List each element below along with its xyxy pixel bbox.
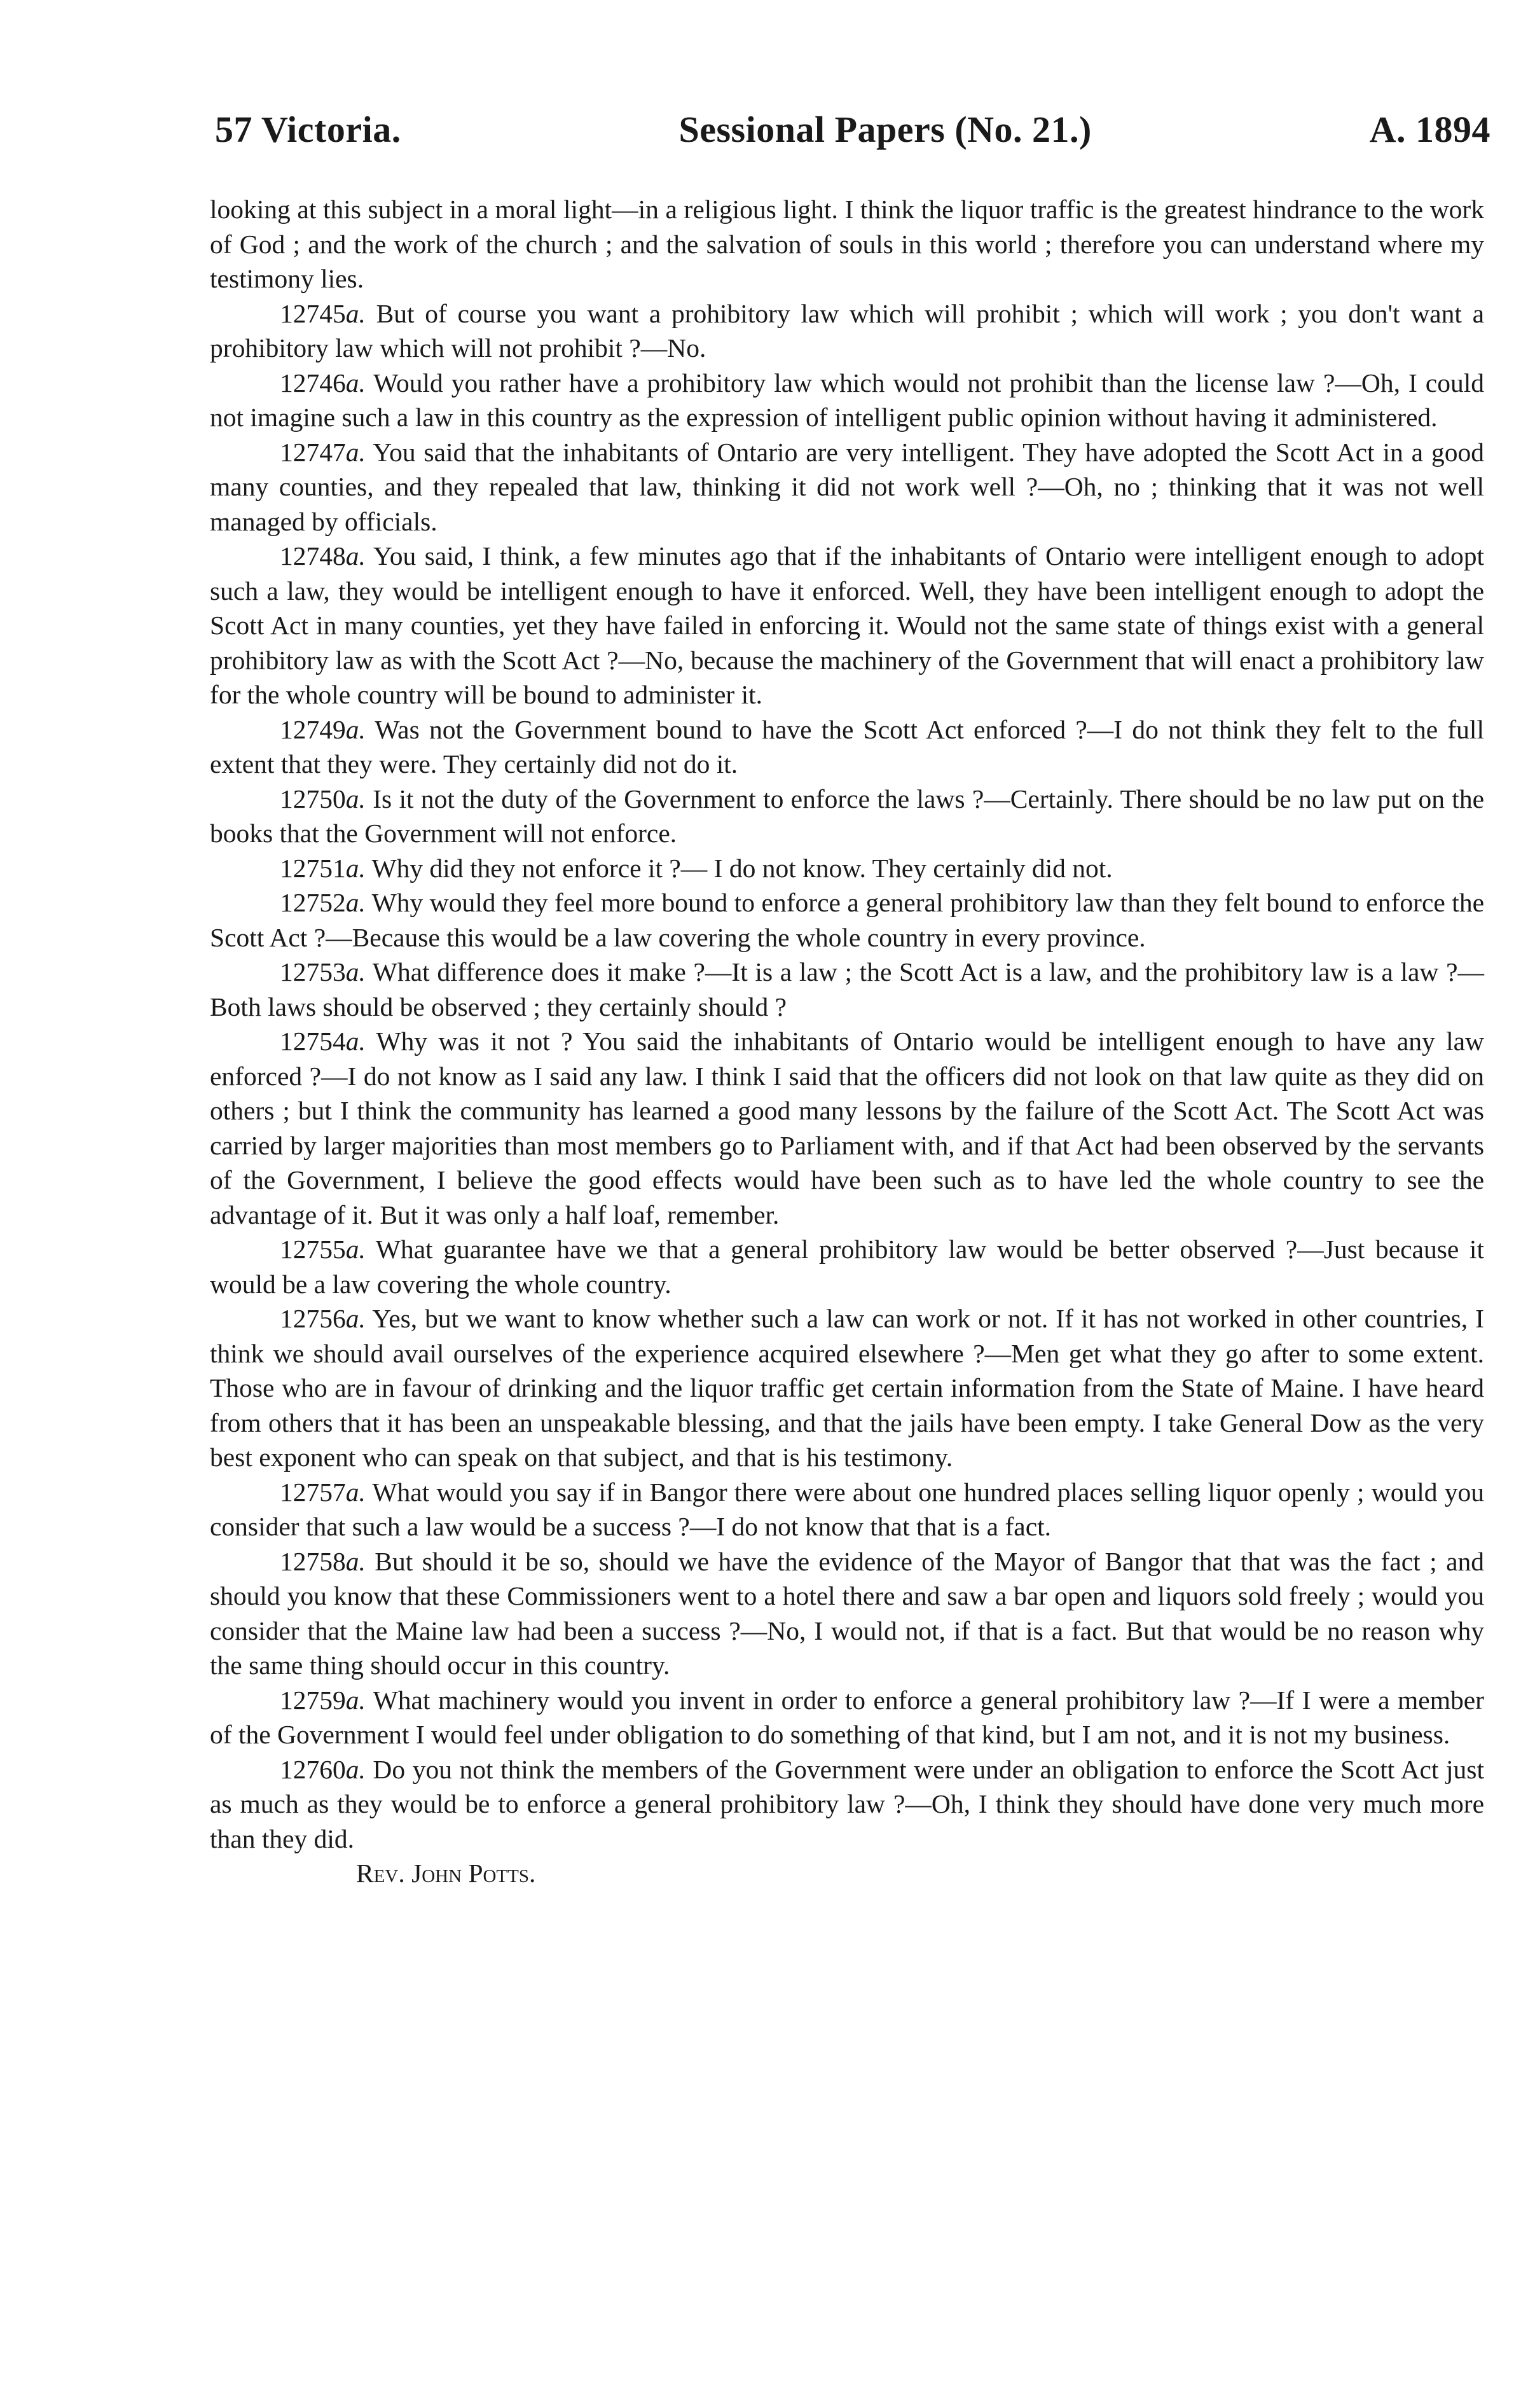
question-number-suffix: a. (345, 437, 366, 467)
question-number-digits: 12760 (280, 1754, 346, 1784)
question-number (280, 1547, 366, 1576)
header-title: Sessional Papers (No. 21.) (678, 109, 1092, 150)
question-paragraph (210, 296, 1484, 366)
witness-signature: Rev. John Potts. (356, 1858, 536, 1888)
question-paragraph (210, 712, 1484, 782)
question-paragraph (210, 435, 1484, 539)
question-text: Would you rather have a prohibitory law which would not prohibit than the license law ?—Oh, I could not imagine such a law in this country as the expression of intelligent public opinion without having it administered. (210, 368, 1484, 432)
question-text: Why did they not enforce it ?— I do not know. They certainly did not. (365, 853, 1113, 883)
question-text: Why was it not ? You said the inhabitants of Ontario would be intelligent enough to have any law enforced ?—I do not know as I said any law. I think I said that the officers did not look on that law quite as they did on others ; but I think the community has learned a good many lessons by the failure of the Scott Act. The Scott Act was carried by larger majorities than most members go to Parliament with, and if that Act had been observed by the servants of the Government, I believe the good effects would have been such as to have led the whole country to see the advantage of it. But it was only a half loaf, remember. (210, 1027, 1484, 1229)
question-number-suffix: a. (345, 853, 366, 883)
question-text: Do you not think the members of the Government were under an obligation to enforce the Scott Act just as much as they would be to enforce a general prohibitory law ?—Oh, I think they should have done very much more than they did. (210, 1754, 1484, 1853)
question-number-digits: 12759 (280, 1685, 346, 1715)
question-number (280, 1304, 366, 1333)
question-paragraph (210, 955, 1484, 1024)
question-paragraph (210, 851, 1484, 886)
header-volume: 57 Victoria. (215, 109, 401, 150)
question-text: But should it be so, should we have the evidence of the Mayor of Bangor that that was the fact ; and should you know that these Commissioners went to a hotel there and saw a bar open and liquors sold freely ; would you consider that the Maine law had been a success ?—No, I would not, if that is a fact. But that would be no reason why the same thing should occur in this country. (210, 1546, 1484, 1680)
question-number-suffix: a. (345, 298, 366, 328)
question-paragraph (210, 1301, 1484, 1475)
question-number-digits: 12757 (280, 1477, 346, 1507)
question-number (280, 1755, 366, 1784)
question-number-digits: 12745 (280, 298, 346, 328)
question-text: Is it not the duty of the Government to enforce the laws ?—Certainly. There should be no law put on the books that the Government will not enforce. (210, 784, 1484, 848)
question-number-digits: 12746 (280, 368, 346, 398)
question-number-digits: 12748 (280, 541, 346, 571)
question-paragraph (210, 1683, 1484, 1752)
question-number-digits: 12755 (280, 1235, 346, 1264)
question-number (280, 957, 366, 986)
question-number-digits: 12758 (280, 1546, 346, 1576)
question-paragraph (210, 782, 1484, 851)
question-number-digits: 12751 (280, 853, 346, 883)
question-number-suffix: a. (345, 1304, 366, 1333)
question-number-suffix: a. (345, 714, 366, 744)
question-text: Why would they feel more bound to enforce a general prohibitory law than they felt bound to enforce the Scott Act ?—Because this would be a law covering the whole country in every province. (210, 888, 1484, 952)
question-number (280, 1027, 366, 1056)
question-number-digits: 12754 (280, 1027, 346, 1056)
question-paragraph (210, 885, 1484, 955)
question-paragraph (210, 366, 1484, 435)
question-number-suffix: a. (345, 1754, 366, 1784)
question-number-digits: 12747 (280, 437, 346, 467)
question-number-digits: 12749 (280, 714, 346, 744)
question-number (280, 299, 366, 328)
question-number-suffix: a. (345, 1235, 366, 1264)
question-paragraph (210, 1024, 1484, 1232)
header-year: A. 1894 (1369, 109, 1490, 150)
question-list (210, 296, 1484, 1857)
question-text: But of course you want a prohibitory law which will prohibit ; which will work ; you don't want a prohibitory law which will not prohibit ?—No. (210, 298, 1484, 363)
question-number-suffix: a. (345, 1546, 366, 1576)
question-number-suffix: a. (345, 784, 366, 813)
continuation-paragraph: looking at this subject in a moral light—in a religious light. I think the liquor traffic is the greatest hindrance to the work of God ; and the work of the church ; and the salvation of souls in this world ; therefore you can understand where my testimony lies. (210, 195, 1484, 293)
question-text: What machinery would you invent in order to enforce a general prohibitory law ?—If I were a member of the Government I would feel under obligation to do something of that kind, but I am not, and it is not my business. (210, 1685, 1484, 1749)
question-text: Was not the Government bound to have the Scott Act enforced ?—I do not think they felt to the full extent that they were. They certainly did not do it. (210, 714, 1484, 778)
question-number (280, 854, 366, 883)
question-number (280, 368, 366, 398)
question-number-digits: 12752 (280, 888, 346, 917)
question-number-suffix: a. (345, 957, 366, 986)
question-text: You said, I think, a few minutes ago that if the inhabitants of Ontario were intelligent enough to adopt such a law, they would be intelligent enough to have it enforced. Well, they have been intelligent enough to adopt the Scott Act in many counties, yet they have failed in enforcing it. Would not the same state of things exist with a general prohibitory law as with the Scott Act ?—No, because the machinery of the Government that will enact a prohibitory law for the whole country will be bound to administer it. (210, 541, 1484, 709)
question-number-digits: 12750 (280, 784, 346, 813)
question-number (280, 541, 366, 571)
question-text: What would you say if in Bangor there were about one hundred places selling liquor openly ; would you consider that such a law would be a success ?—I do not know that that is a fact. (210, 1477, 1484, 1541)
question-text: What difference does it make ?—It is a law ; the Scott Act is a law, and the prohibitory law is a law ?—Both laws should be observed ; they certainly should ? (210, 957, 1484, 1021)
question-number-suffix: a. (345, 541, 366, 571)
question-number (280, 784, 366, 813)
question-number (280, 438, 366, 467)
question-number-suffix: a. (345, 1477, 366, 1507)
question-number-suffix: a. (345, 1027, 366, 1056)
testimony-body (210, 192, 1484, 1891)
question-number-suffix: a. (345, 888, 366, 917)
question-number (280, 1235, 366, 1264)
question-paragraph (210, 1544, 1484, 1683)
question-number-digits: 12753 (280, 957, 346, 986)
question-paragraph (210, 539, 1484, 712)
question-number-digits: 12756 (280, 1304, 346, 1333)
question-paragraph (210, 1232, 1484, 1301)
question-number (280, 715, 366, 744)
question-paragraph (210, 1475, 1484, 1544)
question-number-suffix: a. (345, 368, 366, 398)
question-text: Yes, but we want to know whether such a law can work or not. If it has not worked in other countries, I think we should avail ourselves of the experience acquired elsewhere ?—Men get what they go after to some extent. Those who are in favour of drinking and the liquor traffic get certain information from the State of Maine. I have heard from others that it has been an unspeakable blessing, and that the jails have been empty. I take General Dow as the very best exponent who can speak on that subject, and that is his testimony. (210, 1304, 1484, 1472)
question-text: You said that the inhabitants of Ontario are very intelligent. They have adopted the Scott Act in a good many counties, and they repealed that law, thinking it did not work well ?—Oh, no ; thinking that it was not well managed by officials. (210, 437, 1484, 536)
page-header (215, 108, 1490, 165)
question-number-suffix: a. (345, 1685, 366, 1715)
question-number (280, 1685, 366, 1715)
question-paragraph (210, 1752, 1484, 1857)
question-text: What guarantee have we that a general prohibitory law would be better observed ?—Just because it would be a law covering the whole country. (210, 1235, 1484, 1299)
question-number (280, 1477, 366, 1507)
question-number (280, 888, 366, 917)
